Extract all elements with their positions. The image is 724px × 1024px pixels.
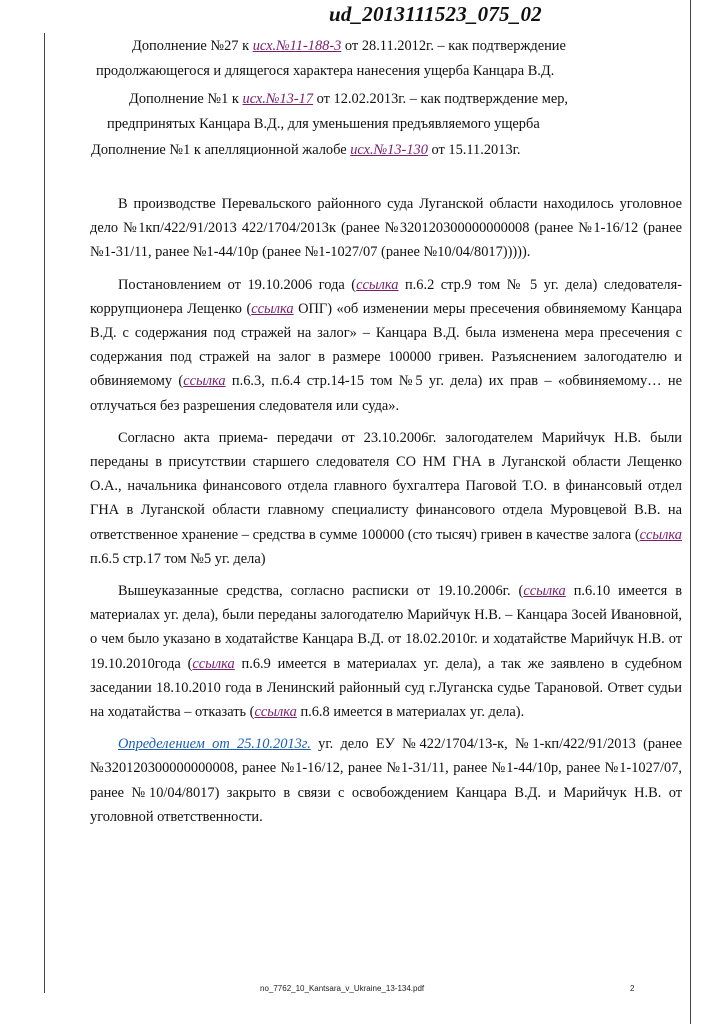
reference-link[interactable]: ссылка <box>356 276 399 293</box>
paragraph-text: Вышеуказанные средства, согласно расписки от 19.10.2006г. ( <box>118 583 524 600</box>
paragraph-text: п.6.3, п.6.4 стр.14-15 том №5 уг. дела) их прав – «обвиняемому… не отлучаться без разрешения следователя или суда». <box>90 373 682 414</box>
intro-text: от 15.11.2013г. <box>427 142 521 158</box>
paragraph-text: п.6.2 стр.9 том № 5 уг. дела) следователя-коррупционера Лещенко ( <box>90 276 682 317</box>
reference-link[interactable]: ссылка <box>639 526 682 543</box>
intro-text: Дополнение №1 к апелляционной жалобе <box>91 142 351 158</box>
intro-line-1 <box>132 38 566 55</box>
reference-link[interactable]: ссылка <box>254 704 297 721</box>
paragraph-text: Постановлением от 19.10.2006 года ( <box>118 276 357 293</box>
paragraph-text: п.6.10 имеется в материалах уг. дела), были переданы залогодателю Марийчук Н.В. – Канцара Зосей Ивановной, о чем было указано в ходатайстве Канцара В.Д. от 18.02.2010г. и ходатайстве Марийчук Н.В. от 19.10.2010года ( <box>90 583 683 672</box>
ruling-link[interactable]: Определением от 25.10.2013г. <box>118 736 311 753</box>
paragraph-text: п.6.5 стр.17 том №5 уг. дела) <box>90 550 266 567</box>
intro-line-5 <box>91 142 521 159</box>
paragraph-4 <box>90 579 682 724</box>
footer-filename: no_7762_10_Kantsara_v_Ukraine_13-134.pdf <box>260 984 425 993</box>
intro-text: от 28.11.2012г. – как подтверждение <box>341 38 566 54</box>
document-body <box>90 192 682 837</box>
paragraph-2 <box>90 273 682 418</box>
paragraph-1: В производстве Перевальского районного суда Луганской области находилось уголовное дело №1кп/422/91/2013 422/1704/2013к (ранее №320120300000000008 (ранее №1-16/12 (ранее №1-31/11, ранее №1-44/10р (ранее №1-1027/07 (ранее №10/04/8017))))). <box>90 196 682 261</box>
paragraph-text: п.6.8 имеется в материалах уг. дела). <box>296 704 525 721</box>
left-margin-line <box>44 33 45 993</box>
reference-link[interactable]: ссылка <box>523 583 566 600</box>
reference-link[interactable]: ссылка <box>192 655 235 672</box>
paragraph-5 <box>90 732 682 829</box>
intro-text: от 12.02.2013г. – как подтверждение мер, <box>313 91 569 107</box>
reference-link[interactable]: ссылка <box>251 300 294 317</box>
intro-line-3 <box>129 91 568 108</box>
paragraph-text: уг. дело ЕУ №422/1704/13-к, №1-кп/422/91/2013 (ранее №320120300000000008, ранее №1-16/12, ранее №1-31/11, ранее №1-44/10р, ранее №1-1027/07, ранее №10/04/8017) закрыто в связи с освобождением Канцара В.Д. и Марийчук Н.В. от уголовной ответственности. <box>90 736 682 825</box>
right-margin-line <box>690 0 691 1024</box>
reference-link[interactable]: ссылка <box>183 373 226 390</box>
paragraph-text: п.6.9 имеется в материалах уг. дела), а так же заявлено в судебном заседании 18.10.2010 года в Ленинский районный суд г.Луганска судье Тарановой. Ответ судьи на ходатайства – отказать ( <box>90 655 683 721</box>
paragraph-text: Согласно акта приема- передачи от 23.10.2006г. залогодателем Марийчук Н.В. были переданы в присутствии старшего следователя СО НМ ГНА в Луганской области Лещенко О.А., начальника финансового отдела главного бухгалтера Паговой Т.О. в финансовый отдел ГНА в Луганской области главному специалисту финансового отдела Муровцевой В.В. на ответственное хранение – средства в сумме 100000 (сто тысяч) гривен в качестве залога ( <box>90 429 682 543</box>
ref-link[interactable]: исх.№13-130 <box>350 142 428 158</box>
paragraph-text: ОПГ) «об изменении меры пресечения обвиняемому Канцара В.Д. с содержания под стражей на залог» – Канцара В.Д. была изменена мера пресечения с содержания под стражей на залог в размере 100000 гривен. Разъяснением залогодателю и обвиняемому ( <box>90 300 682 390</box>
page-number: 2 <box>630 984 635 993</box>
ref-link[interactable]: исх.№13-17 <box>242 91 314 107</box>
ref-link[interactable]: исх.№11-188-3 <box>252 38 342 54</box>
intro-line-4: предпринятых Канцара В.Д., для уменьшения предъявляемого ущерба <box>107 116 540 132</box>
intro-text: Дополнение №27 к <box>132 38 253 54</box>
paragraph-3 <box>90 426 682 571</box>
intro-line-2: продолжающегося и длящегося характера нанесения ущерба Канцара В.Д. <box>96 63 555 79</box>
intro-text: Дополнение №1 к <box>129 91 243 107</box>
document-id: ud_2013111523_075_02 <box>329 2 542 26</box>
